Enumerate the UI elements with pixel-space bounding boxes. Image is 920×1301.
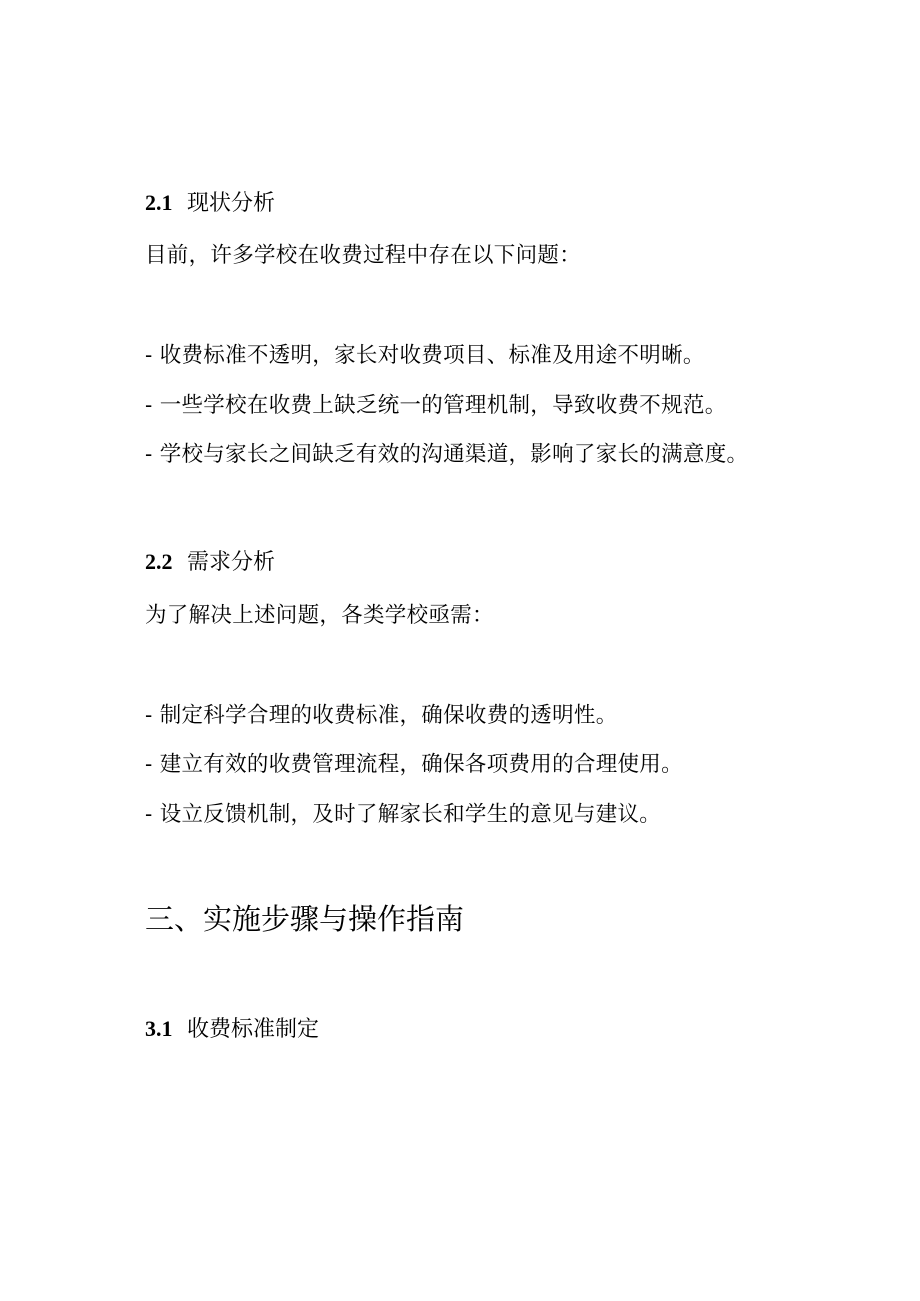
section-number: 2.1 xyxy=(145,190,173,215)
section-number: 3.1 xyxy=(145,1016,173,1041)
list-item: - 收费标准不透明，家长对收费项目、标准及用途不明晰。 xyxy=(145,343,705,368)
section-title: 需求分析 xyxy=(187,550,276,575)
list-item: - 制定科学合理的收费标准，确保收费的透明性。 xyxy=(145,703,618,728)
section-heading-2-1 xyxy=(145,192,275,215)
chapter-heading: 三、实施步骤与操作指南 xyxy=(145,902,465,936)
list-item: - 学校与家长之间缺乏有效的沟通渠道，影响了家长的满意度。 xyxy=(145,442,749,467)
paragraph: 为了解决上述问题，各类学校亟需： xyxy=(145,603,494,628)
section-title: 收费标准制定 xyxy=(187,1017,320,1042)
section-title: 现状分析 xyxy=(187,191,276,216)
list-item: - 设立反馈机制，及时了解家长和学生的意见与建议。 xyxy=(145,802,662,827)
paragraph: 目前，许多学校在收费过程中存在以下问题： xyxy=(145,243,582,268)
section-heading-3-1 xyxy=(145,1018,319,1041)
section-heading-2-2 xyxy=(145,551,275,574)
list-item: - 建立有效的收费管理流程，确保各项费用的合理使用。 xyxy=(145,752,683,777)
list-item: - 一些学校在收费上缺乏统一的管理机制，导致收费不规范。 xyxy=(145,393,727,418)
section-number: 2.2 xyxy=(145,549,173,574)
